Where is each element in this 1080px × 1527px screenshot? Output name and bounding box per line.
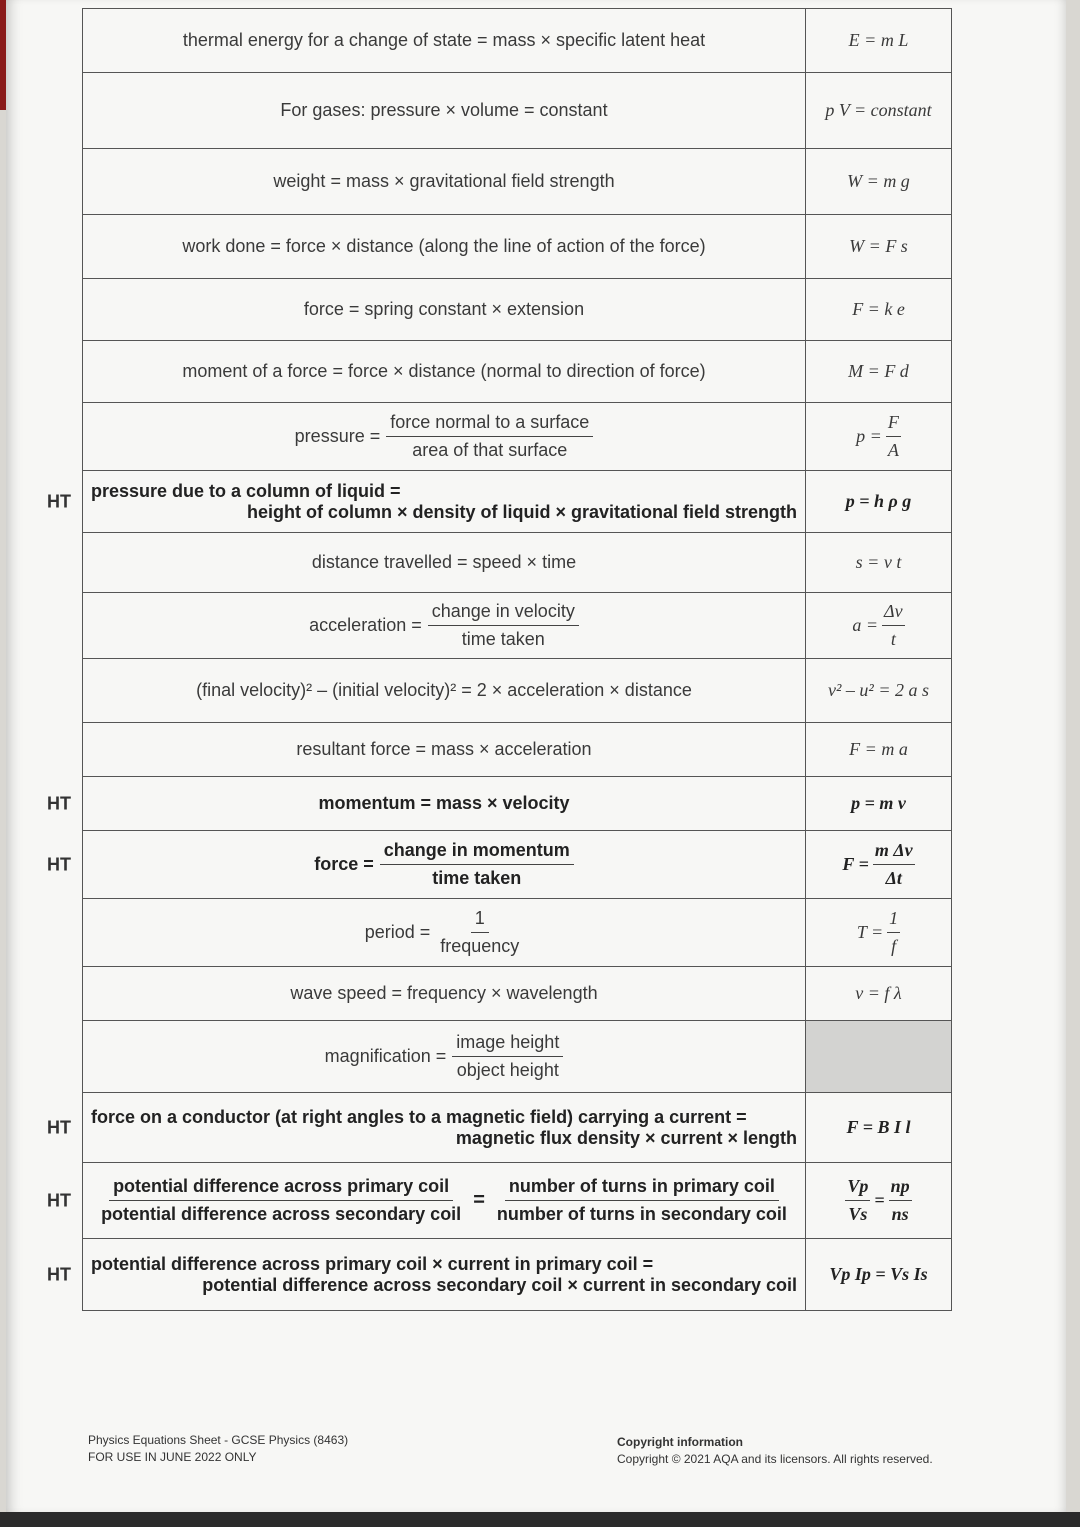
fraction-numerator: force normal to a surface [386, 412, 593, 437]
equation-description: thermal energy for a change of state = mass × specific latent heat [83, 9, 806, 73]
equals-sign: = [874, 1190, 885, 1210]
symbol-lhs: a = [852, 615, 879, 635]
equation-symbol: E = m L [806, 9, 952, 73]
fraction-numerator: number of turns in primary coil [505, 1176, 779, 1201]
fraction-lhs: pressure = [294, 426, 381, 446]
equation-symbol: W = m g [806, 149, 952, 215]
equation-description [47, 1239, 806, 1311]
equation-symbol: M = F d [806, 341, 952, 403]
equation-description [47, 831, 806, 899]
equation-symbol: Vp Ip = Vs Is [806, 1239, 952, 1311]
fraction-numerator: potential difference across primary coil [109, 1176, 453, 1201]
description-text: momentum = mass × velocity [318, 793, 570, 813]
higher-tier-label: HT [47, 1264, 71, 1284]
equation-symbol: v² – u² = 2 a s [806, 659, 952, 723]
page-edge-mark [0, 0, 6, 110]
equation-description [47, 1093, 806, 1163]
symbol-numerator: m Δv [873, 840, 915, 865]
equation-description: wave speed = frequency × wavelength [83, 967, 806, 1021]
symbol-numerator: F [886, 412, 901, 437]
symbol-lhs: p = [856, 426, 882, 446]
equation-description: force = spring constant × extension [83, 279, 806, 341]
copyright-text: Copyright © 2021 AQA and its licensors. All rights reserved. [617, 1452, 933, 1466]
symbol-denominator: t [890, 629, 896, 649]
higher-tier-label: HT [47, 491, 71, 511]
fraction-numerator: image height [452, 1032, 563, 1057]
equation-symbol: p = h ρ g [806, 471, 952, 533]
description-line-2: magnetic flux density × current × length [455, 1127, 797, 1148]
equation-description: For gases: pressure × volume = constant [83, 73, 806, 149]
equation-symbol: v = f λ [806, 967, 952, 1021]
equation-symbol [806, 1163, 952, 1239]
equation-description [83, 403, 806, 471]
description-line-1: pressure due to a column of liquid = [91, 480, 401, 501]
equation-row [83, 967, 952, 1021]
higher-tier-label: HT [47, 793, 71, 813]
equation-row [83, 215, 952, 279]
equation-description: resultant force = mass × acceleration [83, 723, 806, 777]
fraction-denominator: potential difference across secondary coil [101, 1204, 462, 1224]
symbol-denominator: Δt [885, 868, 902, 888]
equation-description [83, 593, 806, 659]
equation-row [83, 341, 952, 403]
footer-document-info [88, 1432, 348, 1466]
description-line-2: potential difference across secondary coil × current in secondary coil [202, 1274, 797, 1295]
equation-row [83, 899, 952, 967]
fraction-numerator: change in momentum [380, 840, 574, 865]
equation-row [83, 9, 952, 73]
equation-description: distance travelled = speed × time [83, 533, 806, 593]
equation-row [83, 403, 952, 471]
equation-description [83, 1021, 806, 1093]
higher-tier-label: HT [47, 1117, 71, 1137]
equation-row [83, 73, 952, 149]
equation-row [83, 533, 952, 593]
description-line-1: force on a conductor (at right angles to a magnetic field) carrying a current = [91, 1106, 747, 1127]
fraction-denominator: area of that surface [412, 440, 568, 460]
symbol-numerator: 1 [887, 908, 900, 933]
equation-row-higher-tier [83, 1239, 952, 1311]
equation-symbol: F = m a [806, 723, 952, 777]
fraction-numerator: 1 [471, 908, 489, 933]
description-line-1: potential difference across primary coil × current in primary coil = [91, 1253, 654, 1274]
description-line-2: height of column × density of liquid × gravitational field strength [246, 501, 797, 522]
fraction-denominator: frequency [440, 936, 520, 956]
equation-symbol [806, 403, 952, 471]
footer-copyright [617, 1434, 933, 1468]
fraction-lhs: period = [364, 922, 431, 942]
footer-title: Physics Equations Sheet - GCSE Physics (8463) [88, 1433, 349, 1447]
symbol-denominator: f [891, 936, 897, 956]
higher-tier-label: HT [47, 1190, 71, 1210]
symbol-numerator: Vp [845, 1176, 870, 1201]
equation-row [83, 279, 952, 341]
equation-description [47, 777, 806, 831]
equation-symbol [806, 593, 952, 659]
equation-symbol [806, 831, 952, 899]
equation-description: weight = mass × gravitational field strength [83, 149, 806, 215]
higher-tier-label: HT [47, 854, 71, 874]
fraction-lhs: force = [314, 854, 374, 874]
equation-row [83, 723, 952, 777]
equation-description: moment of a force = force × distance (normal to direction of force) [83, 341, 806, 403]
equation-symbol-blank [806, 1021, 952, 1093]
equation-symbol: F = k e [806, 279, 952, 341]
symbol-denominator: A [887, 440, 899, 460]
fraction-numerator: change in velocity [428, 601, 579, 626]
equation-row-higher-tier [83, 1093, 952, 1163]
equations-table [47, 8, 952, 1311]
symbol-denominator: ns [891, 1204, 909, 1224]
fraction-lhs: magnification = [324, 1046, 447, 1066]
fraction-denominator: time taken [432, 868, 522, 888]
equation-description [47, 471, 806, 533]
symbol-lhs: F = [842, 854, 869, 874]
equation-symbol: s = v t [806, 533, 952, 593]
equation-description [83, 899, 806, 967]
symbol-denominator: Vs [848, 1204, 868, 1224]
equation-symbol: F = B I l [806, 1093, 952, 1163]
equation-row-higher-tier [83, 471, 952, 533]
fraction-lhs: acceleration = [309, 615, 422, 635]
footer-usage-note: FOR USE IN JUNE 2022 ONLY [88, 1450, 257, 1464]
equation-row [83, 593, 952, 659]
symbol-numerator: np [889, 1176, 912, 1201]
equals-sign: = [473, 1189, 485, 1211]
equation-description: (final velocity)² – (initial velocity)² = 2 × acceleration × distance [83, 659, 806, 723]
equation-symbol: p V = constant [806, 73, 952, 149]
equation-symbol: p = m v [806, 777, 952, 831]
fraction-denominator: number of turns in secondary coil [496, 1204, 787, 1224]
copyright-heading: Copyright information [617, 1435, 743, 1449]
fraction-denominator: time taken [461, 629, 545, 649]
equation-symbol [806, 899, 952, 967]
symbol-numerator: Δv [882, 601, 905, 626]
page-bottom-shadow [0, 1512, 1080, 1527]
equation-row-higher-tier [83, 1163, 952, 1239]
equation-description: work done = force × distance (along the line of action of the force) [83, 215, 806, 279]
equation-row-higher-tier [83, 831, 952, 899]
symbol-lhs: T = [856, 922, 884, 942]
equation-row [83, 659, 952, 723]
equation-row [83, 1021, 952, 1093]
equation-row [83, 149, 952, 215]
fraction-denominator: object height [456, 1060, 559, 1080]
equation-symbol: W = F s [806, 215, 952, 279]
equation-description [47, 1163, 806, 1239]
equation-row-higher-tier [83, 777, 952, 831]
